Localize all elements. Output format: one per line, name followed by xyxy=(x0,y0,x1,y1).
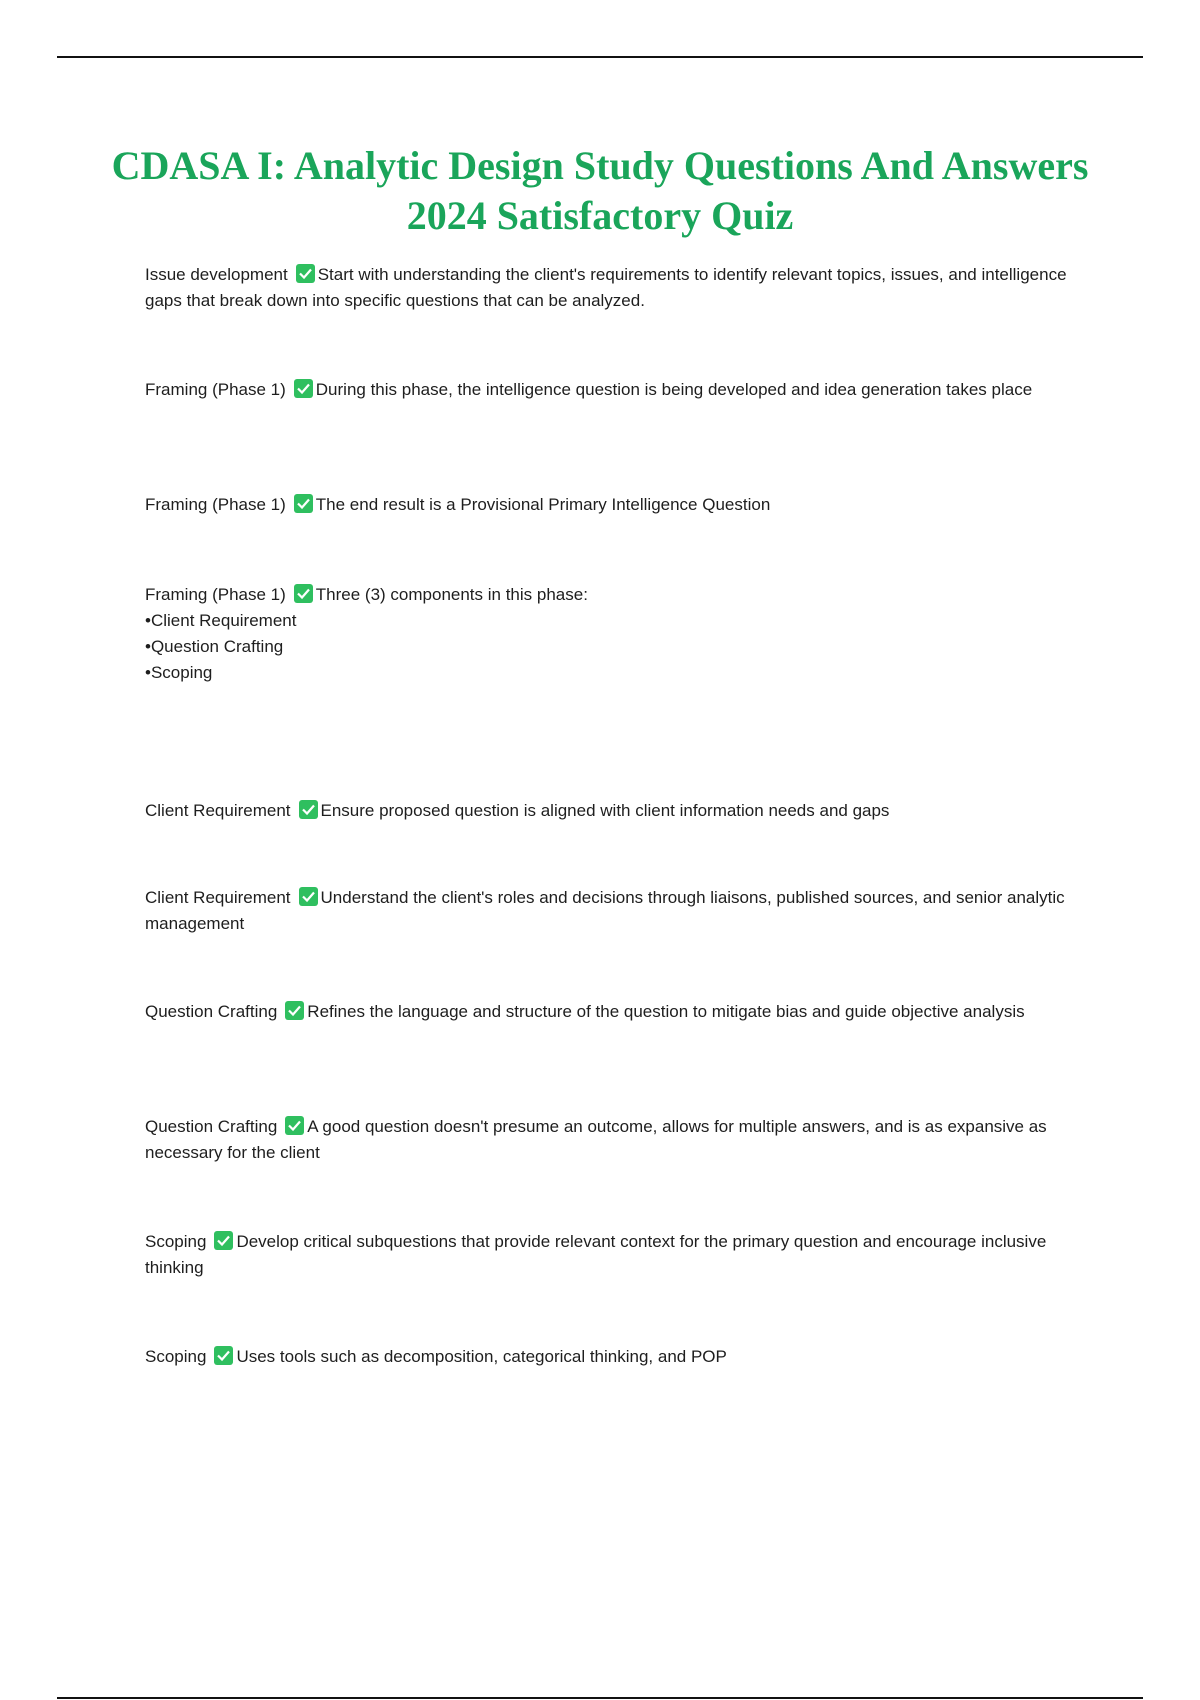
checkmark-icon xyxy=(299,887,318,906)
term: Issue development xyxy=(145,265,288,284)
answer: During this phase, the intelligence question is being developed and idea generation takes place xyxy=(315,380,1033,399)
bullet-item: •Scoping xyxy=(145,663,213,682)
checkmark-icon xyxy=(285,1001,304,1020)
checkmark-icon xyxy=(294,494,313,513)
qa-entry xyxy=(145,492,1075,518)
qa-entry xyxy=(145,999,1075,1025)
term: Scoping xyxy=(145,1232,207,1251)
checkmark-icon xyxy=(294,379,313,398)
term: Framing (Phase 1) xyxy=(145,380,286,399)
bullet-item: •Client Requirement xyxy=(145,611,297,630)
answer: Uses tools such as decomposition, categorical thinking, and POP xyxy=(236,1347,727,1366)
answer: Three (3) components in this phase: xyxy=(315,585,588,604)
top-rule xyxy=(57,56,1143,58)
bullet-item: •Question Crafting xyxy=(145,637,284,656)
term: Client Requirement xyxy=(145,888,291,907)
document-title: CDASA I: Analytic Design Study Questions And Answers 2024 Satisfactory Quiz xyxy=(111,143,1089,238)
checkmark-icon xyxy=(299,800,318,819)
term: Question Crafting xyxy=(145,1002,278,1021)
qa-entry xyxy=(145,377,1075,403)
bottom-rule xyxy=(57,1697,1143,1699)
qa-entry xyxy=(145,1344,1075,1370)
checkmark-icon xyxy=(296,264,315,283)
checkmark-icon xyxy=(214,1346,233,1365)
answer: Understand the client's roles and decisions through liaisons, published sources, and senior analytic management xyxy=(145,888,1065,933)
term: Client Requirement xyxy=(145,801,291,820)
answer: Refines the language and structure of the question to mitigate bias and guide objective analysis xyxy=(307,1002,1025,1021)
qa-entry xyxy=(145,1229,1075,1281)
answer: Ensure proposed question is aligned with client information needs and gaps xyxy=(320,801,890,820)
answer: A good question doesn't presume an outcome, allows for multiple answers, and is as expansive as necessary for the client xyxy=(145,1117,1047,1162)
checkmark-icon xyxy=(285,1116,304,1135)
qa-entry xyxy=(145,582,1075,686)
term: Framing (Phase 1) xyxy=(145,585,286,604)
qa-entry xyxy=(145,885,1075,937)
checkmark-icon xyxy=(214,1231,233,1250)
term: Question Crafting xyxy=(145,1117,278,1136)
term: Framing (Phase 1) xyxy=(145,495,286,514)
answer: Start with understanding the client's requirements to identify relevant topics, issues, and intelligence gaps that break down into specific questions that can be analyzed. xyxy=(145,265,1067,310)
answer: The end result is a Provisional Primary Intelligence Question xyxy=(315,495,771,514)
qa-entry xyxy=(145,1114,1075,1166)
term: Scoping xyxy=(145,1347,207,1366)
checkmark-icon xyxy=(294,584,313,603)
qa-entry xyxy=(145,798,1075,824)
qa-entry xyxy=(145,262,1075,314)
answer: Develop critical subquestions that provide relevant context for the primary question and encourage inclusive thinking xyxy=(145,1232,1047,1277)
